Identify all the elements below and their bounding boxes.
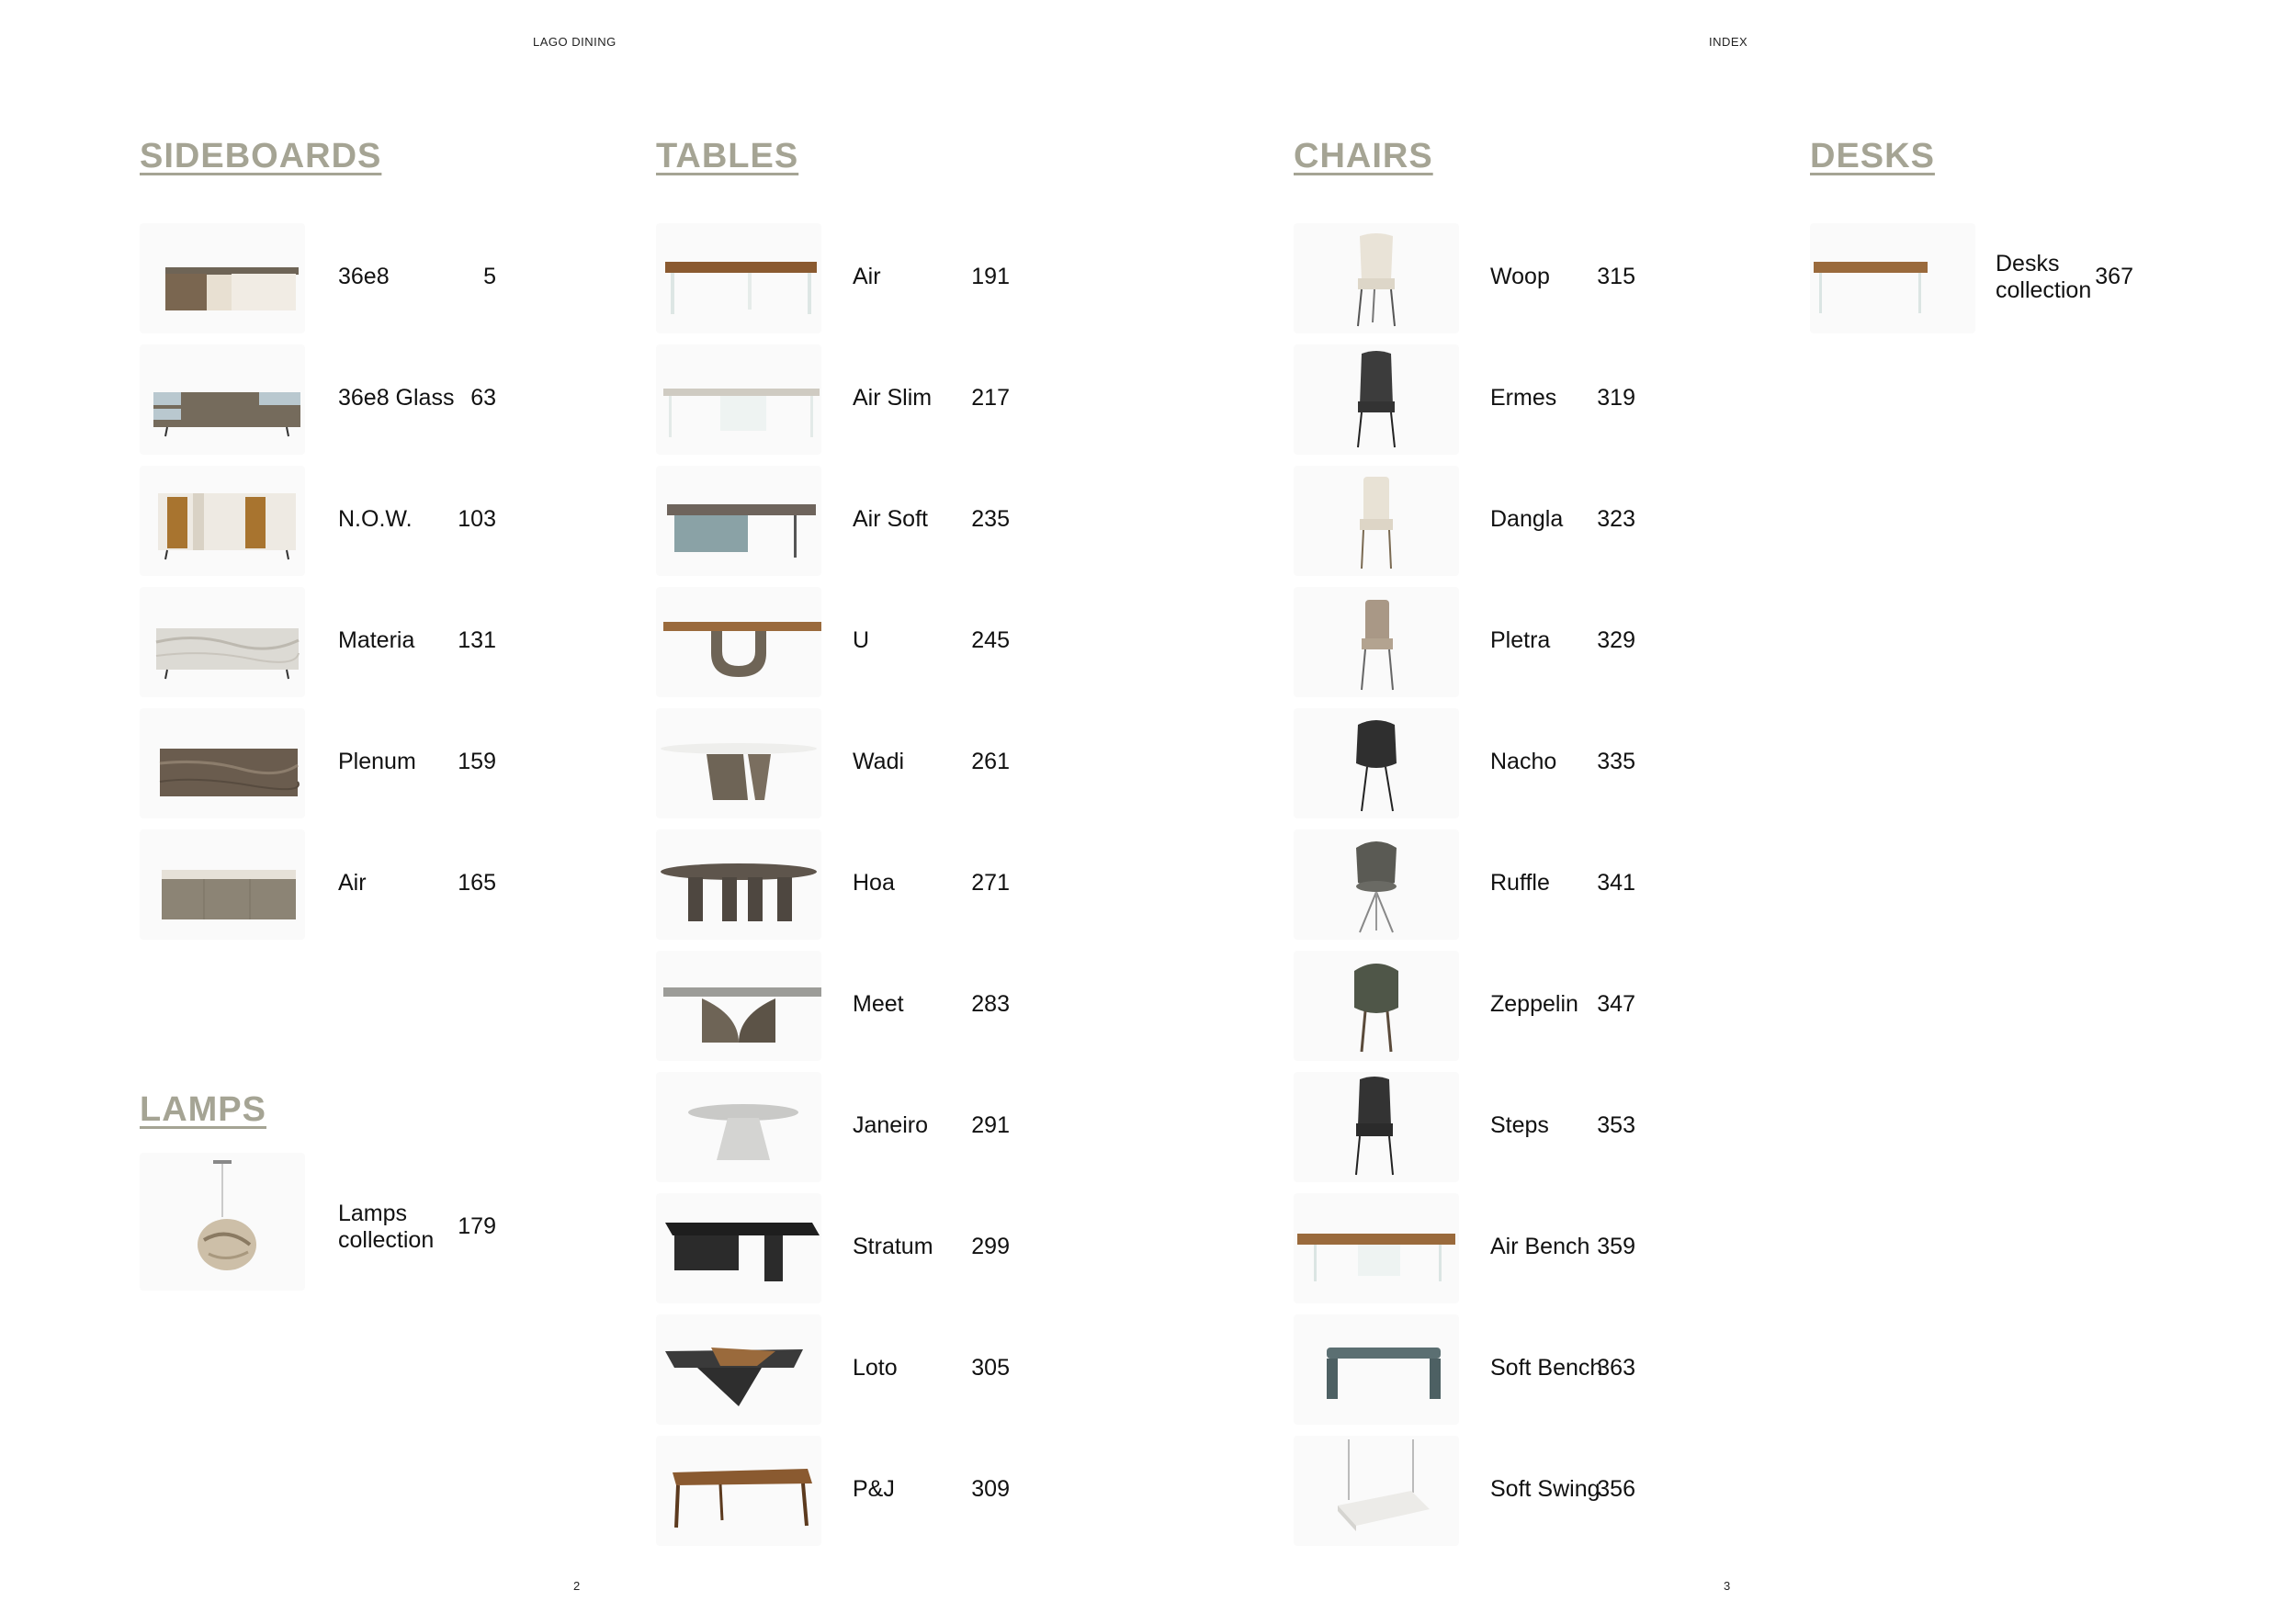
entry-name: Lamps collection [338, 1201, 435, 1253]
section-title-chairs: CHAIRS [1294, 137, 1433, 175]
table-pj-icon [656, 1436, 821, 1546]
entry-page-number: 353 [1597, 1112, 1635, 1138]
chair-zeppelin-icon [1294, 951, 1459, 1061]
pendant-lamp-icon [140, 1153, 305, 1291]
index-entry-wadi[interactable] [656, 708, 1042, 818]
entry-name: P&J [853, 1476, 895, 1502]
entry-page-number: 315 [1597, 264, 1635, 289]
index-entry-pj[interactable] [656, 1436, 1042, 1546]
bench-air-icon [1294, 1193, 1459, 1303]
entry-page-number: 165 [458, 870, 496, 896]
index-entry-hoa[interactable] [656, 829, 1042, 940]
table-u-icon [656, 587, 821, 697]
sideboard-materia-icon [140, 587, 305, 697]
page-number: 2 [573, 1579, 581, 1593]
index-entry-air-bench[interactable] [1294, 1193, 1680, 1303]
entry-page-number: 335 [1597, 749, 1635, 774]
entry-page-number: 309 [971, 1476, 1010, 1502]
entry-name: Janeiro [853, 1112, 928, 1138]
sideboard-36e8-glass-icon [140, 344, 305, 455]
index-entry-lamps-collection[interactable] [140, 1153, 526, 1291]
chair-ruffle-icon [1294, 829, 1459, 940]
table-loto-icon [656, 1314, 821, 1425]
section-title-lamps: LAMPS [140, 1090, 266, 1129]
chair-nacho-icon [1294, 708, 1459, 818]
entry-page-number: 299 [971, 1234, 1010, 1259]
entry-page-number: 103 [458, 506, 496, 532]
index-entry-steps[interactable] [1294, 1072, 1680, 1182]
entry-name: Nacho [1490, 749, 1557, 774]
index-entry-air-soft[interactable] [656, 466, 1042, 576]
index-entry-soft-swing[interactable] [1294, 1436, 1680, 1546]
running-head: LAGO DINING [533, 35, 616, 49]
index-entry-meet[interactable] [656, 951, 1042, 1061]
index-entry-pletra[interactable] [1294, 587, 1680, 697]
index-entry-ermes[interactable] [1294, 344, 1680, 455]
bench-soft-icon [1294, 1314, 1459, 1425]
entry-name: Plenum [338, 749, 416, 774]
entry-name: 36e8 Glass [338, 385, 455, 411]
chair-woop-icon [1294, 223, 1459, 333]
entry-page-number: 235 [971, 506, 1010, 532]
entry-page-number: 261 [971, 749, 1010, 774]
section-sideboards [140, 133, 496, 896]
running-head: INDEX [1709, 35, 1748, 49]
entry-name: Air [338, 870, 367, 896]
index-entry-plenum[interactable] [140, 708, 526, 818]
entry-page-number: 63 [470, 385, 496, 411]
entry-name: Pletra [1490, 627, 1551, 653]
table-air-icon [656, 223, 821, 333]
entry-name: Ruffle [1490, 870, 1550, 896]
sideboard-now-icon [140, 466, 305, 576]
entry-page-number: 329 [1597, 627, 1635, 653]
section-lamps [140, 1087, 496, 1253]
chair-steps-icon [1294, 1072, 1459, 1182]
entry-page-number: 291 [971, 1112, 1010, 1138]
entry-page-number: 159 [458, 749, 496, 774]
index-entry-now[interactable] [140, 466, 526, 576]
index-entry-nacho[interactable] [1294, 708, 1680, 818]
entry-name: Soft Bench [1490, 1355, 1603, 1381]
entry-name: Steps [1490, 1112, 1549, 1138]
index-entry-materia[interactable] [140, 587, 526, 697]
entry-name: Zeppelin [1490, 991, 1578, 1017]
entry-page-number: 367 [2095, 264, 2133, 289]
index-entry-desks-collection[interactable] [1810, 223, 2196, 333]
table-air-slim-icon [656, 344, 821, 455]
index-entry-air-sideboard[interactable] [140, 829, 526, 940]
index-entry-woop[interactable] [1294, 223, 1680, 333]
index-entry-soft-bench[interactable] [1294, 1314, 1680, 1425]
entry-name: N.O.W. [338, 506, 413, 532]
table-air-soft-icon [656, 466, 821, 576]
section-title-desks: DESKS [1810, 137, 1935, 175]
index-entry-ruffle[interactable] [1294, 829, 1680, 940]
entry-name: Air Slim [853, 385, 933, 411]
table-hoa-icon [656, 829, 821, 940]
entry-name: Meet [853, 991, 904, 1017]
section-desks [1810, 133, 2133, 303]
right-page [1148, 0, 2296, 1624]
index-entry-36e8-glass[interactable] [140, 344, 526, 455]
entry-name: Desks collection [1996, 251, 2092, 303]
entry-name: Ermes [1490, 385, 1557, 411]
entry-page-number: 5 [483, 264, 496, 289]
section-title-sideboards: SIDEBOARDS [140, 137, 382, 175]
sideboard-36e8-icon [140, 223, 305, 333]
entry-name: Air [853, 264, 881, 289]
entry-name: Air Bench [1490, 1234, 1590, 1259]
entry-page-number: 179 [458, 1213, 496, 1239]
entry-page-number: 245 [971, 627, 1010, 653]
entry-page-number: 356 [1597, 1476, 1635, 1502]
entry-page-number: 359 [1597, 1234, 1635, 1259]
sideboard-air-icon [140, 829, 305, 940]
entry-page-number: 363 [1597, 1355, 1635, 1381]
table-wadi-icon [656, 708, 821, 818]
entry-name: Loto [853, 1355, 898, 1381]
entry-name: Air Soft [853, 506, 928, 532]
index-entry-dangla[interactable] [1294, 466, 1680, 576]
chair-dangla-icon [1294, 466, 1459, 576]
entry-name: Woop [1490, 264, 1550, 289]
table-stratum-icon [656, 1193, 821, 1303]
entry-page-number: 271 [971, 870, 1010, 896]
entry-page-number: 305 [971, 1355, 1010, 1381]
entry-page-number: 283 [971, 991, 1010, 1017]
index-entry-u[interactable] [656, 587, 1042, 697]
index-entry-air-table[interactable] [656, 223, 1042, 333]
entry-page-number: 217 [971, 385, 1010, 411]
desk-icon [1810, 223, 1975, 333]
section-title-tables: TABLES [656, 137, 799, 175]
entry-page-number: 341 [1597, 870, 1635, 896]
chair-ermes-icon [1294, 344, 1459, 455]
index-entry-loto[interactable] [656, 1314, 1042, 1425]
swing-soft-icon [1294, 1436, 1459, 1546]
table-meet-icon [656, 951, 821, 1061]
index-entry-air-slim[interactable] [656, 344, 1042, 455]
chair-pletra-icon [1294, 587, 1459, 697]
index-entry-stratum[interactable] [656, 1193, 1042, 1303]
entry-name: Dangla [1490, 506, 1564, 532]
entry-name: 36e8 [338, 264, 390, 289]
entry-name: Wadi [853, 749, 905, 774]
section-chairs [1294, 133, 1635, 1502]
page-number: 3 [1724, 1579, 1731, 1593]
entry-page-number: 323 [1597, 506, 1635, 532]
section-tables [656, 133, 1010, 1502]
entry-page-number: 319 [1597, 385, 1635, 411]
entry-name: Soft Swing [1490, 1476, 1600, 1502]
entry-page-number: 347 [1597, 991, 1635, 1017]
entry-name: Materia [338, 627, 415, 653]
entry-name: Hoa [853, 870, 895, 896]
entry-page-number: 131 [458, 627, 496, 653]
table-janeiro-icon [656, 1072, 821, 1182]
entry-name: Stratum [853, 1234, 933, 1259]
index-entry-janeiro[interactable] [656, 1072, 1042, 1182]
index-entry-zeppelin[interactable] [1294, 951, 1680, 1061]
entry-page-number: 191 [971, 264, 1010, 289]
entry-name: U [853, 627, 870, 653]
index-entry-36e8[interactable] [140, 223, 526, 333]
sideboard-plenum-icon [140, 708, 305, 818]
